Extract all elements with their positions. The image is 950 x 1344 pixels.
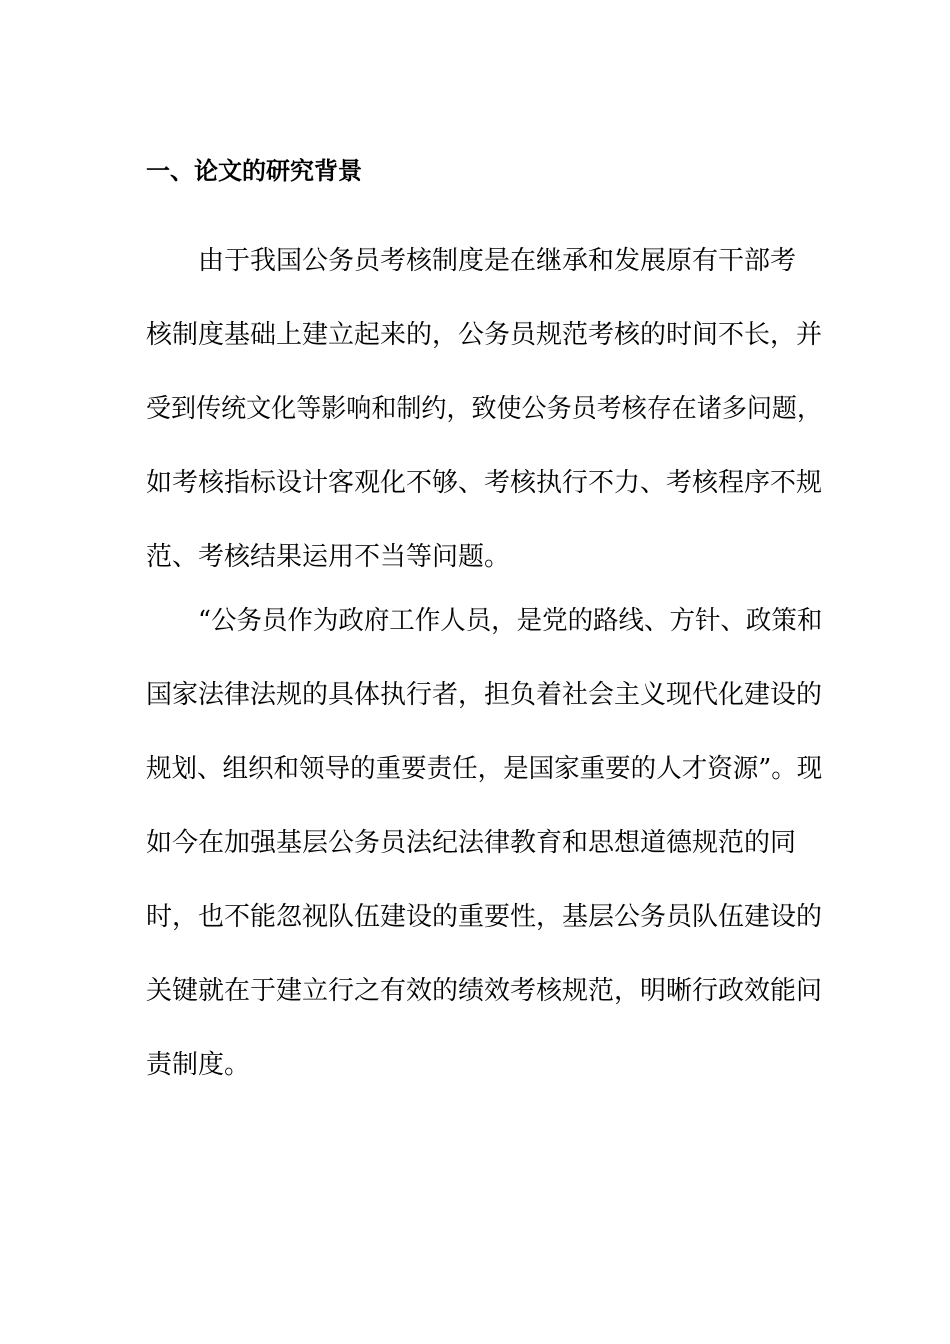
paragraph-2-line-5: 时，也不能忽视队伍建设的重要性，基层公务员队伍建设的 (146, 902, 823, 932)
paragraph-1-line-3: 受到传统文化等影响和制约，致使公务员考核存在诸多问题， (146, 394, 823, 424)
paragraph-2-line-2: 国家法律法规的具体执行者，担负着社会主义现代化建设的 (146, 680, 823, 710)
paragraph-2-line-3: 规划、组织和领导的重要责任，是国家重要的人才资源”。现 (146, 754, 823, 784)
paragraph-1-line-2: 核制度基础上建立起来的，公务员规范考核的时间不长，并 (146, 320, 823, 350)
paragraph-1-line-5: 范、考核结果运用不当等问题。 (146, 542, 511, 572)
section-heading: 一、论文的研究背景 (146, 157, 362, 185)
paragraph-1-line-4: 如考核指标设计客观化不够、考核执行不力、考核程序不规 (146, 468, 823, 498)
paragraph-1-line-1: 由于我国公务员考核制度是在继承和发展原有干部考 (198, 246, 797, 276)
paragraph-2-line-7: 责制度。 (146, 1050, 251, 1080)
paragraph-2-line-1: “公务员作为政府工作人员，是党的路线、方针、政策和 (198, 606, 823, 636)
paragraph-2-line-6: 关键就在于建立行之有效的绩效考核规范，明晰行政效能问 (146, 976, 823, 1006)
paragraph-2-line-4: 如今在加强基层公务员法纪法律教育和思想道德规范的同 (146, 828, 797, 858)
